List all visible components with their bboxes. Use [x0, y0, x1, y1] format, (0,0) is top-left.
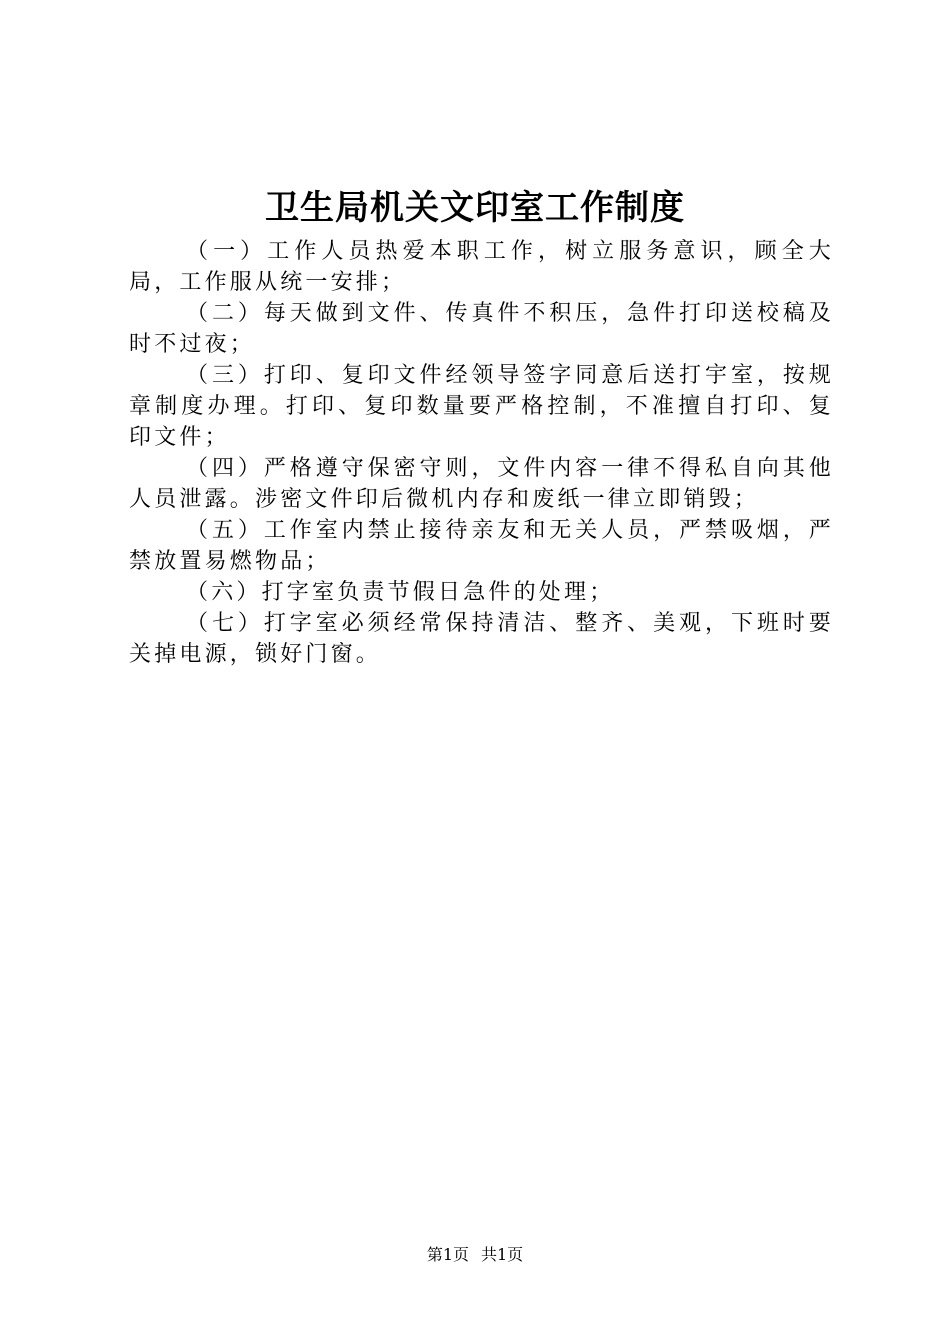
- clause-4: （四）严格遵守保密守则，文件内容一律不得私自向其他人员泄露。涉密文件印后微机内存和废纸一律立即销毁；: [129, 456, 834, 512]
- page-footer: [0, 1244, 950, 1266]
- document-body: [129, 236, 834, 670]
- clause-2: （二）每天做到文件、传真件不积压，急件打印送校稿及时不过夜；: [129, 301, 834, 357]
- clause-5: （五）工作室内禁止接待亲友和无关人员，严禁吸烟，严禁放置易燃物品；: [129, 518, 834, 574]
- page-number-current: 第1页: [426, 1245, 469, 1264]
- page-number-total: 共1页: [481, 1245, 524, 1264]
- clause-3: （三）打印、复印文件经领导签字同意后送打宇室，按规章制度办理。打印、复印数量要严格控制，不准擅自打印、复印文件；: [129, 363, 834, 450]
- clause-6: （六）打字室负责节假日急件的处理；: [186, 580, 615, 605]
- clause-7: （七）打字室必须经常保持清洁、整齐、美观，下班时要关掉电源，锁好门窗。: [129, 611, 834, 667]
- document-title: 卫生局机关文印室工作制度: [265, 188, 685, 228]
- clause-1: （一）工作人员热爱本职工作，树立服务意识，顾全大局，工作服从统一安排；: [129, 239, 834, 295]
